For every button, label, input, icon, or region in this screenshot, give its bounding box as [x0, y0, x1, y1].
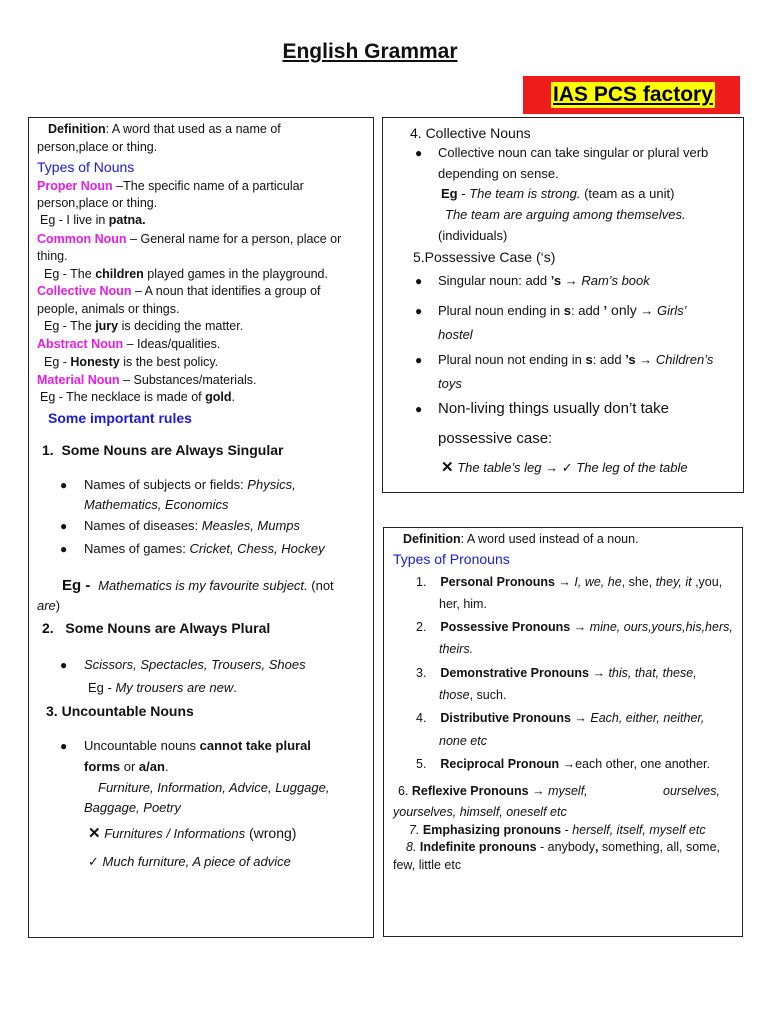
proper-noun-line-2: person,place or thing.: [37, 196, 158, 210]
rule-1-bullet-2: Names of diseases: Measles, Mumps: [84, 518, 301, 533]
rule-3-list-line-1: Furniture, Information, Advice, Luggage,: [98, 780, 330, 795]
pronoun-6-line-1: 6. Reflexive Pronouns → myself,: [398, 784, 588, 798]
collective-noun-line-2: people, animals or things.: [37, 302, 180, 316]
cross-icon: ✕: [88, 825, 101, 842]
noun-definition-line-1: Definition: A word that used as a name of: [48, 122, 281, 136]
pronoun-6-line-1-end: ourselves,: [663, 784, 720, 798]
bullet-icon: ●: [415, 353, 423, 367]
rule-2-bullet-1: Scissors, Spectacles, Trousers, Shoes: [84, 657, 306, 672]
common-noun-line-2: thing.: [37, 249, 68, 263]
possessive-bullet-4-line-2: possessive case:: [438, 430, 553, 447]
pronoun-4-line-2: none etc: [439, 734, 487, 748]
rule-2-heading: 2. Some Nouns are Always Plural: [42, 620, 271, 636]
bullet-icon: ●: [415, 402, 423, 416]
possessive-bullet-2-line-1: Plural noun ending in s: add ’ only → Girls’: [438, 302, 687, 318]
bullet-icon: ●: [415, 304, 423, 318]
pronoun-5-line: 5. Reciprocal Pronoun →each other, one another.: [416, 757, 710, 771]
rule-3-wrong-example: ✕ Furnitures / Informations (wrong): [88, 825, 297, 842]
page-title: English Grammar: [282, 40, 458, 63]
rule-3-right-example: ✓ Much furniture, A piece of advice: [88, 854, 291, 869]
types-of-nouns-heading: Types of Nouns: [37, 159, 135, 175]
collective-example-1: Eg - The team is strong. (team as a unit): [441, 186, 675, 201]
possessive-bullet-2-line-2: hostel: [438, 327, 473, 342]
proper-noun-line-1: Proper Noun –The specific name of a particular: [37, 179, 304, 193]
pronoun-4-line-1: 4. Distributive Pronouns → Each, either, neither,: [416, 711, 705, 725]
collective-example-2-line-2: (individuals): [438, 228, 508, 243]
collective-noun-line-1: Collective Noun – A noun that identifies a group of: [37, 284, 321, 298]
material-noun-line: Material Noun – Substances/materials.: [37, 373, 257, 387]
pronoun-8-line-2: few, little etc: [393, 858, 462, 872]
collective-bullet-line-1: Collective noun can take singular or plural verb: [438, 145, 709, 160]
rule-3-bullet-1-line-2: forms or a/an.: [84, 759, 169, 774]
brand-banner: [523, 76, 740, 114]
proper-noun-example: Eg - I live in patna.: [40, 213, 146, 227]
bullet-icon: ●: [415, 274, 423, 288]
possessive-bullet-4-line-1: Non-living things usually don’t take: [438, 400, 669, 417]
check-icon: ✓: [88, 854, 99, 869]
noun-definition-line-2: person,place or thing.: [37, 140, 158, 154]
pronoun-2-line-1: 2. Possessive Pronouns → mine, ours,yours,his,hers,: [416, 620, 733, 634]
rule-1-heading: 1. Some Nouns are Always Singular: [42, 442, 284, 458]
possessive-bullet-3-line-2: toys: [438, 376, 462, 391]
material-noun-example: Eg - The necklace is made of gold.: [40, 390, 236, 404]
rule-1-bullet-1-line-2: Mathematics, Economics: [84, 497, 229, 512]
rule-2-example: Eg - My trousers are new.: [88, 680, 237, 695]
collective-nouns-heading: 4. Collective Nouns: [410, 125, 531, 141]
possessive-case-heading: 5.Possessive Case (‘s): [413, 249, 556, 265]
rule-1-example-line-2: are): [37, 598, 61, 613]
bullet-icon: ●: [60, 478, 68, 492]
rule-3-heading: 3. Uncountable Nouns: [46, 703, 194, 719]
possessive-bullet-3-line-1: Plural noun not ending in s: add ’s → Children’s: [438, 352, 714, 367]
brand-label: IAS PCS factory: [553, 83, 713, 106]
pronoun-3-line-2: those, such.: [439, 688, 507, 702]
collective-bullet-line-2: depending on sense.: [438, 166, 559, 181]
check-icon: ✓: [561, 460, 573, 475]
bullet-icon: ●: [60, 739, 68, 753]
pronoun-1-line-2: her, him.: [439, 597, 487, 611]
important-rules-heading: Some important rules: [48, 410, 192, 426]
bullet-icon: ●: [60, 519, 68, 533]
rule-1-bullet-1-line-1: Names of subjects or fields: Physics,: [84, 477, 296, 492]
pronoun-3-line-1: 3. Demonstrative Pronouns → this, that, these,: [416, 666, 697, 680]
bullet-icon: ●: [60, 542, 68, 556]
pronoun-2-line-2: theirs.: [439, 642, 474, 656]
rule-1-example-line-1: Eg - Mathematics is my favourite subject. (not: [62, 577, 334, 594]
bullet-icon: ●: [415, 146, 423, 160]
common-noun-example: Eg - The children played games in the playground.: [44, 267, 328, 281]
bullet-icon: ●: [60, 658, 68, 672]
possessive-bullet-1: Singular noun: add ’s → Ram’s book: [438, 273, 650, 288]
rule-3-list-line-2: Baggage, Poetry: [84, 800, 181, 815]
pronoun-8-line-1: 8. Indefinite pronouns - anybody, something, all, some,: [406, 840, 721, 854]
cross-icon: ✕: [441, 459, 454, 476]
pronoun-7-line: 7. Emphasizing pronouns - herself, itself, myself etc: [409, 823, 706, 837]
collective-example-2: The team are arguing among themselves.: [445, 207, 686, 222]
pronoun-1-line-1: 1. Personal Pronouns → I, we, he, she, they, it ,you,: [416, 575, 723, 589]
abstract-noun-line: Abstract Noun – Ideas/qualities.: [37, 337, 221, 351]
abstract-noun-example: Eg - Honesty is the best policy.: [44, 355, 219, 369]
pronoun-6-line-2: yourselves, himself, oneself etc: [393, 805, 567, 819]
rule-3-bullet-1-line-1: Uncountable nouns cannot take plural: [84, 738, 311, 753]
pronoun-definition: Definition: A word used instead of a noun.: [403, 532, 639, 546]
possessive-example: ✕ The table’s leg → ✓ The leg of the table: [441, 459, 688, 476]
common-noun-line-1: Common Noun – General name for a person, place or: [37, 232, 342, 246]
collective-noun-example: Eg - The jury is deciding the matter.: [44, 319, 244, 333]
types-of-pronouns-heading: Types of Pronouns: [393, 551, 510, 567]
rule-1-bullet-3: Names of games: Cricket, Chess, Hockey: [84, 541, 325, 556]
